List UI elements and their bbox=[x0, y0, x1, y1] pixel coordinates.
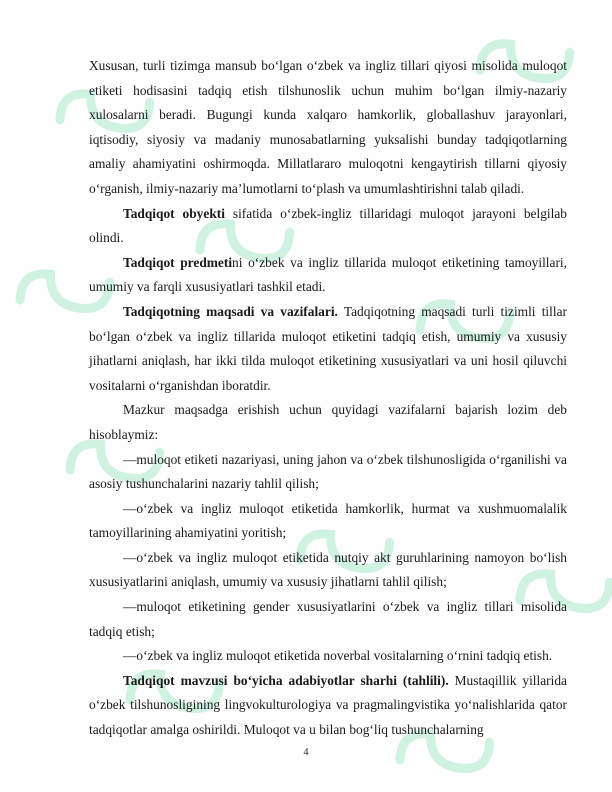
list-item: —muloqot etiketining gender xususiyatlarini o‘zbek va ingliz tillari misolida tadqiq etish; bbox=[89, 599, 567, 639]
research-object-text: sifatida o‘zbek-ingliz tillaridagi muloqot jarayoni belgilab olindi. bbox=[89, 205, 567, 246]
research-subject-heading: Tadqiqot predmeti bbox=[123, 254, 233, 270]
paragraph-research-goals bbox=[89, 300, 567, 398]
list-item: —muloqot etiketi nazariyasi, uning jahon va o‘zbek tilshunosligida o‘rganilishi va asosiy tushunchalarini nazariy tahlil qilish; bbox=[89, 451, 567, 492]
paragraph-literature-review bbox=[89, 669, 567, 743]
literature-review-heading: Tadqiqot mavzusi bo‘yicha adabiyotlar sharhi (tahlili). bbox=[123, 672, 449, 688]
research-object-heading: Tadqiqot obyekti bbox=[123, 205, 225, 221]
literature-review-text: Mustaqillik yillarida o‘zbek tilshunosligining lingvokulturologiya va pragmalingvistika yo‘nalishlarida qator tadqiqotlar amalga oshirildi. Muloqot va u bilan bog‘liq tushunchalarning bbox=[89, 672, 567, 738]
document-body bbox=[89, 54, 567, 743]
paragraph-research-subject bbox=[89, 251, 567, 300]
research-goals-heading: Tadqiqotning maqsadi va vazifalari. bbox=[123, 303, 338, 319]
paragraph-research-object bbox=[89, 202, 567, 251]
list-item: —o‘zbek va ingliz muloqot etiketida nutqiy akt guruhlarining namoyon bo‘lish xususiyatlarini aniqlash, umumiy va xususiy jihatlarni tahlil qilish; bbox=[89, 549, 567, 590]
research-subject-text: ni o‘zbek va ingliz tillarida muloqot etiketining tamoyillari, umumiy va farqli xususiyatlari tashkil etadi. bbox=[89, 254, 567, 295]
list-item: —o‘zbek va ingliz muloqot etiketida hamkorlik, hurmat va xushmuomalalik tamoyillarining ahamiyatini yoritish; bbox=[89, 500, 567, 541]
paragraph-tasks-intro: Mazkur maqsadga erishish uchun quyidagi vazifalarni bajarish lozim deb hisoblaymiz: bbox=[89, 402, 567, 442]
list-item: —o‘zbek va ingliz muloqot etiketida noverbal vositalarning o‘rnini tadqiq etish. bbox=[123, 648, 553, 664]
research-goals-text: Tadqiqotning maqsadi turli tizimli tillar bo‘lgan o‘zbek va ingliz tillarida muloqot etiketini tadqiq etish, umumiy va xususiy jihatlarni aniqlash, har ikki tilda muloqot etiketining xususiyatlari va uni hosil qiluvchi vositalarni o‘rganishdan iboratdir. bbox=[89, 303, 567, 393]
paragraph-intro: Xususan, turli tizimga mansub bo‘lgan o‘zbek va ingliz tillari qiyosi misolida muloqot etiketi hodisasini tadqiq etish tilshunoslik uchun muhim bo‘lgan ilmiy-nazariy xulosalarni beradi. Bugungi kunda xalqaro hamkorlik, globallashuv jarayonlari, iqtisodiy, siyosiy va madaniy munosabatlarning yuksalishi bunday tadqiqotlarning amaliy ahamiyatini oshirmoqda. Millatlararo muloqotni kengaytirish tillarni qiyosiy o‘rganish, ilmiy-nazariy ma’lumotlarni to‘plash va umumlashtirishni talab qiladi. bbox=[89, 58, 567, 196]
page-number: 4 bbox=[303, 747, 309, 758]
